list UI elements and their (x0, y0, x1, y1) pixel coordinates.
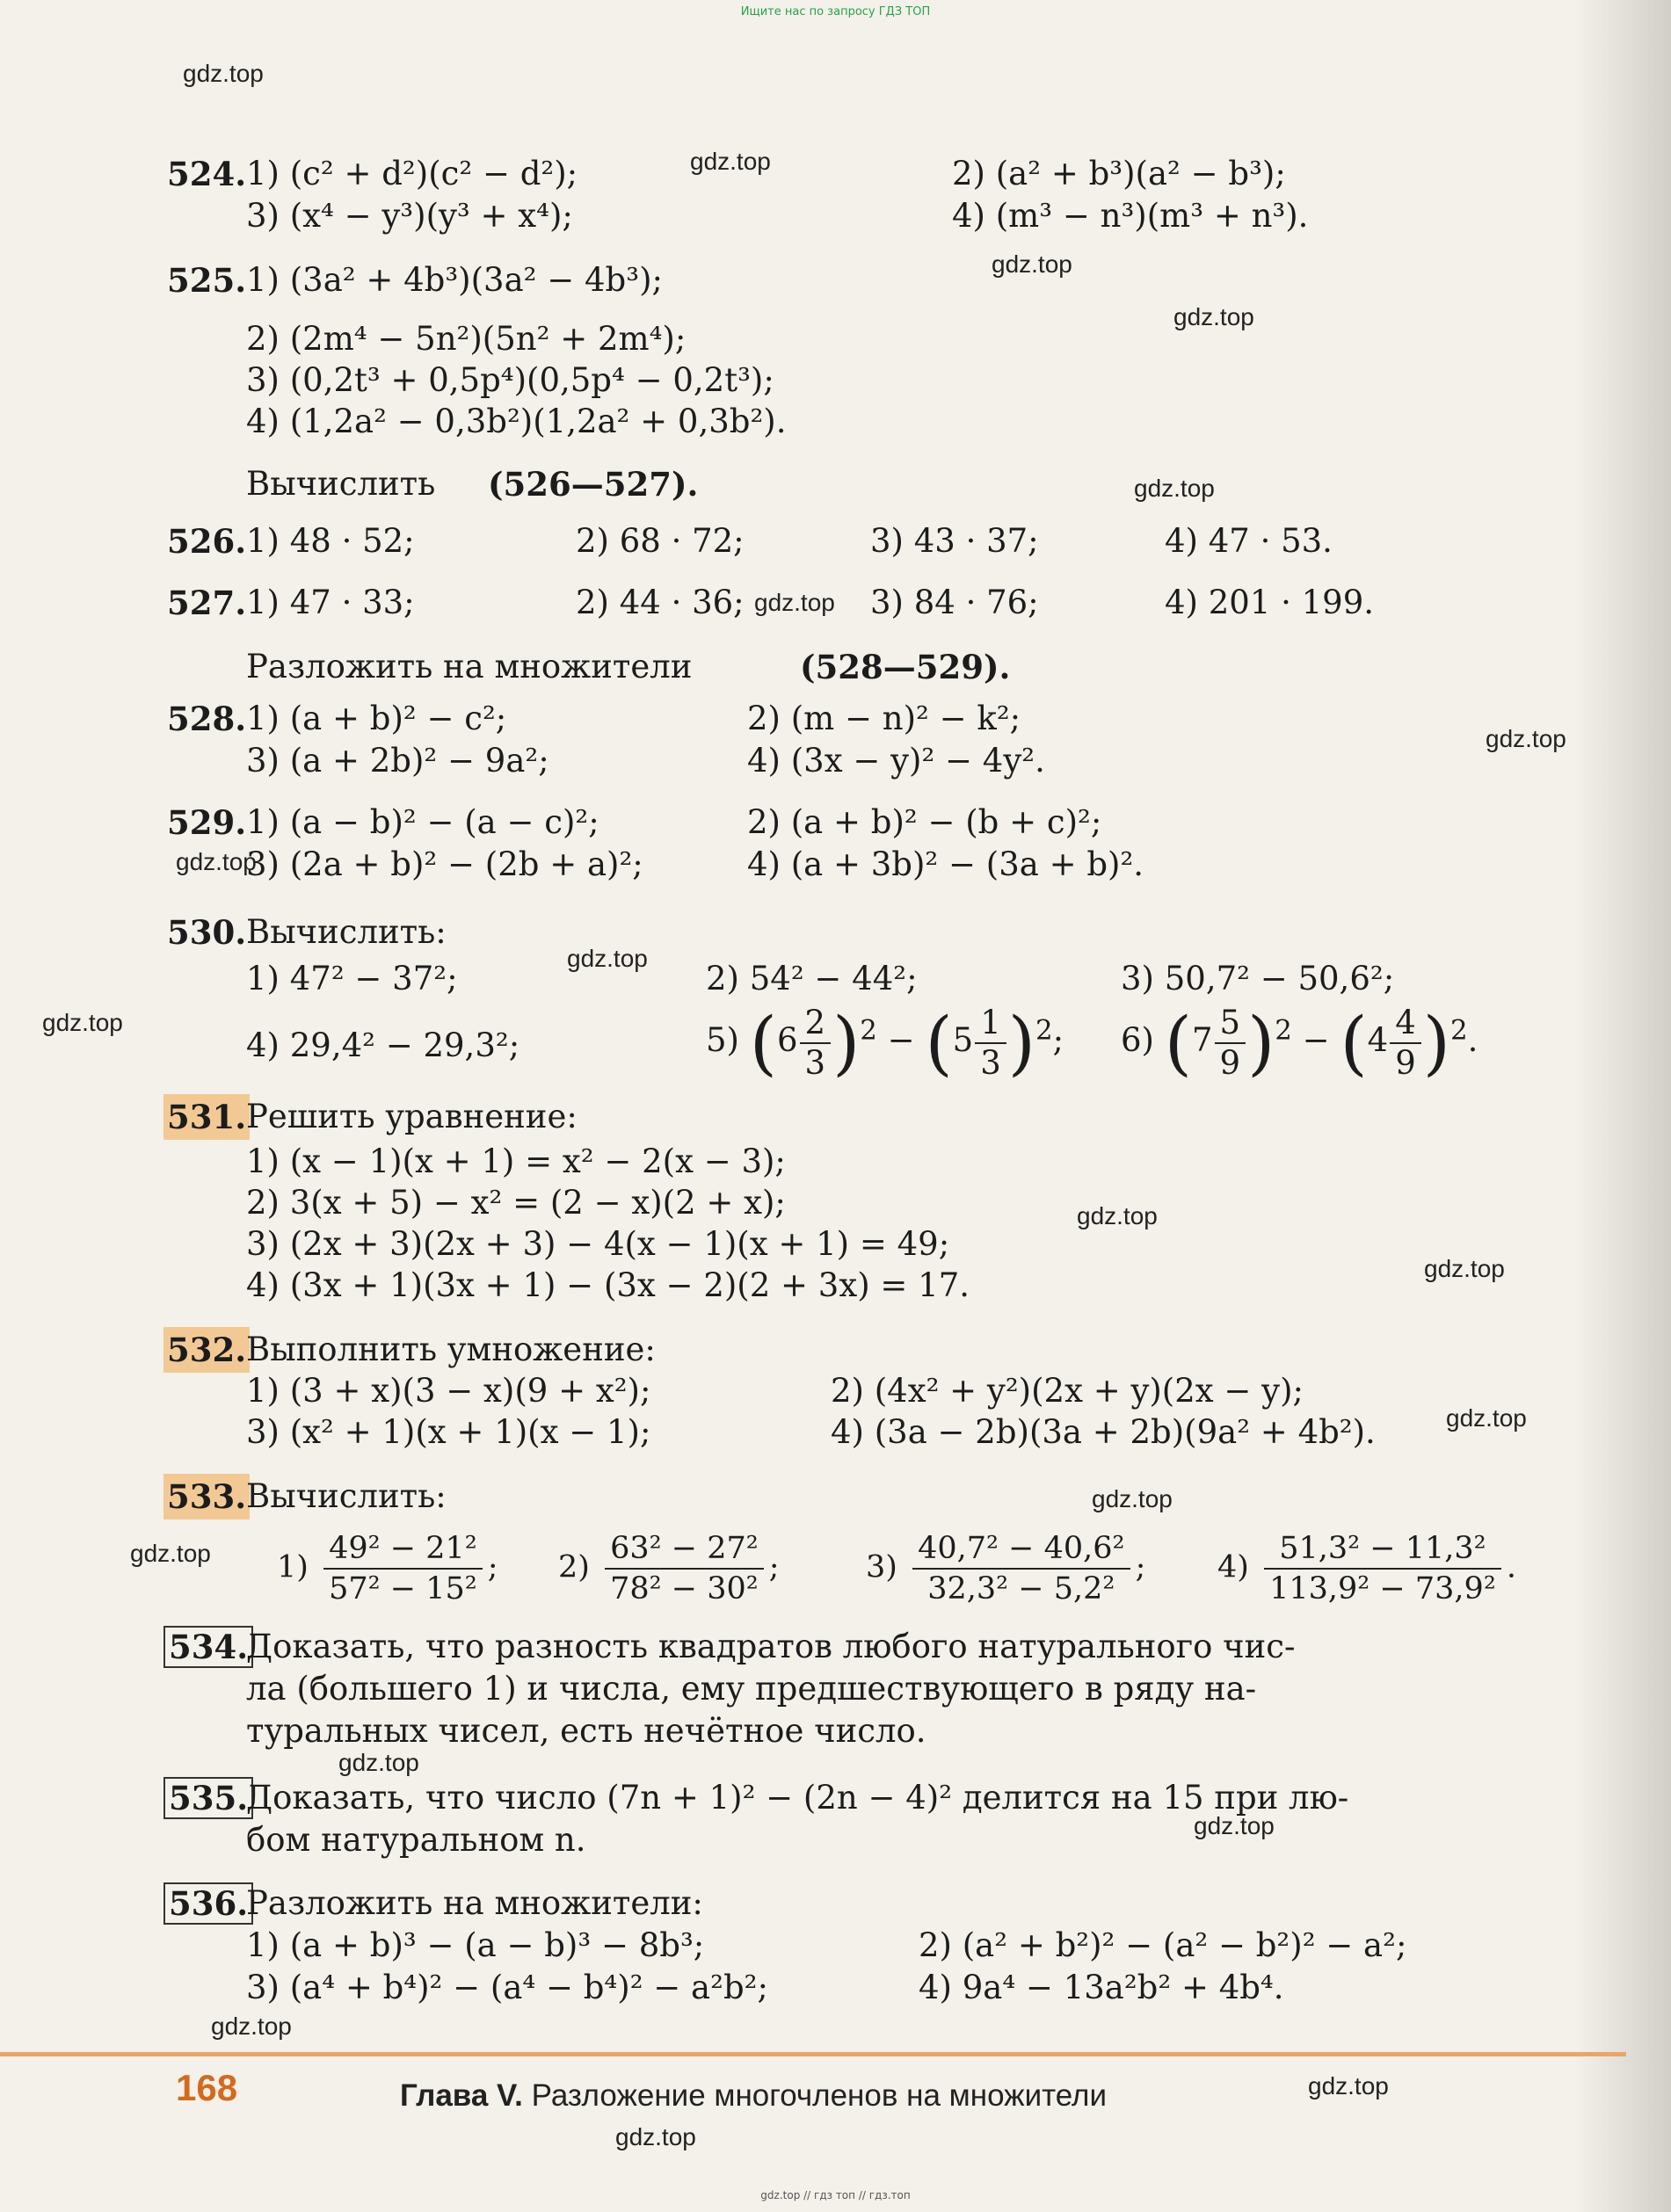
exercise-536-row (167, 1881, 1538, 1926)
exercise-number: 531. (163, 1094, 250, 1140)
exercise-531-row (167, 1094, 1538, 1140)
exercise-number: 535. (163, 1777, 253, 1819)
watermark: gdz.top (567, 945, 648, 972)
task-item: 2) 3(x + 5) − x² = (2 − x)(2 + x); (246, 1184, 786, 1222)
exercise-530-row (167, 910, 1538, 955)
chapter-title (400, 2078, 1107, 2114)
exercise-532-row (167, 1410, 1538, 1455)
paren: ( (925, 1002, 953, 1084)
task-instruction: Вычислить: (246, 1477, 447, 1515)
fraction-task (277, 1529, 498, 1608)
paren: ( (1340, 1002, 1368, 1084)
task-instruction: Вычислить: (246, 913, 447, 951)
exercise-number: 533. (163, 1474, 250, 1519)
whole: 5 (952, 1021, 974, 1059)
chapter-name: Разложение многочленов на множители (531, 2078, 1108, 2113)
header-note: Ищите нас по запросу ГДЗ ТОП (740, 5, 931, 18)
task-item: 1) (a + b)² − c²; (246, 700, 507, 737)
paren: ) (1007, 1002, 1035, 1084)
heading-range: (526—527). (488, 465, 699, 504)
watermark: gdz.top (183, 60, 264, 87)
task-item: 3) 43 · 37; (870, 522, 1039, 560)
watermark: gdz.top (1077, 1202, 1158, 1229)
exercise-number: 529. (167, 803, 247, 842)
exercise-number: 534. (163, 1626, 253, 1668)
task-item: 2) 68 · 72; (576, 522, 745, 560)
task-text: бом натуральном n. (246, 1821, 586, 1859)
task-item: 1) (a + b)³ − (a − b)³ − 8b³; (246, 1926, 705, 1964)
numerator: 63² − 27² (605, 1529, 764, 1570)
whole: 7 (1191, 1021, 1213, 1059)
punctuation: ; (1135, 1549, 1146, 1585)
denominator: 9 (1395, 1043, 1416, 1082)
mixed-fraction-task (706, 1002, 1064, 1084)
whole: 6 (776, 1021, 798, 1059)
watermark: gdz.top (176, 848, 257, 875)
numerator: 1 (975, 1004, 1006, 1044)
section-heading (167, 461, 1538, 507)
exercise-number: 528. (167, 700, 247, 738)
exercise-529-row (167, 800, 1538, 845)
exercise-525-row (167, 399, 1538, 445)
item-label: 6) (1121, 1021, 1154, 1059)
exercise-526-row (167, 519, 1538, 564)
watermark: gdz.top (1308, 2072, 1389, 2100)
task-item: 1) 47² − 37²; (246, 960, 458, 997)
exercise-527-row (167, 580, 1538, 626)
paren: ( (1164, 1002, 1192, 1084)
exponent: 2 (1449, 1014, 1468, 1047)
task-item: 2) (a² + b³)(a² − b³); (952, 155, 1286, 192)
watermark: gdz.top (992, 250, 1072, 278)
exercise-number: 530. (167, 913, 247, 952)
task-text: Доказать, что разность квадратов любого натурального чис- (246, 1628, 1296, 1665)
item-label: 5) (706, 1021, 739, 1059)
exercise-524-row (167, 151, 1538, 197)
denominator: 57² − 15² (329, 1571, 477, 1606)
numerator: 4 (1390, 1004, 1421, 1044)
task-item: 4) (m³ − n³)(m³ + n³). (952, 197, 1309, 235)
exercise-532-row (167, 1327, 1538, 1373)
section-heading (167, 644, 1538, 690)
task-item: 1) (x − 1)(x + 1) = x² − 2(x − 3); (246, 1142, 786, 1180)
paren: ) (1247, 1002, 1275, 1084)
denominator: 113,9² − 73,9² (1269, 1571, 1496, 1606)
denominator: 3 (804, 1043, 826, 1082)
watermark: gdz.top (1446, 1404, 1527, 1432)
task-item: 2) (a + b)² − (b + c)²; (747, 803, 1102, 841)
exercise-535-row (167, 1817, 1538, 1863)
task-item: 3) (0,2t³ + 0,5p⁴)(0,5p⁴ − 0,2t³); (246, 361, 774, 399)
task-item: 2) 54² − 44²; (706, 960, 918, 997)
exercise-number: 532. (163, 1327, 250, 1373)
exercise-534-row (167, 1708, 1538, 1754)
denominator: 3 (980, 1043, 1001, 1082)
task-instruction: Решить уравнение: (246, 1098, 578, 1135)
watermark: gdz.top (211, 2013, 292, 2040)
watermark: gdz.top (615, 2123, 696, 2150)
task-item: 1) (c² + d²)(c² − d²); (246, 155, 578, 192)
task-instruction: Разложить на множители: (246, 1884, 703, 1922)
numerator: 5 (1215, 1004, 1246, 1044)
task-text: ла (большего 1) и числа, ему предшествующего в ряду на- (246, 1670, 1257, 1708)
exercise-528-row (167, 696, 1538, 742)
paren: ) (1422, 1002, 1450, 1084)
exponent: 2 (1035, 1014, 1053, 1047)
watermark: gdz.top (1486, 725, 1566, 752)
task-item: 1) 48 · 52; (246, 522, 415, 560)
exercise-524-row (167, 193, 1538, 239)
exercise-533-row (167, 1510, 1538, 1606)
footer-rule (0, 2052, 1626, 2056)
whole: 4 (1367, 1021, 1389, 1059)
exercise-529-row (167, 842, 1538, 888)
task-item: 1) (3 + x)(3 − x)(9 + x²); (246, 1372, 651, 1410)
exercise-530-row (167, 956, 1538, 1002)
exercise-534-row (167, 1666, 1538, 1712)
numerator: 51,3² − 11,3² (1264, 1529, 1501, 1570)
page-number: 168 (176, 2067, 238, 2108)
exercise-525-row (167, 316, 1538, 362)
heading-text: Вычислить (246, 465, 436, 503)
punctuation: ; (487, 1549, 498, 1585)
watermark: gdz.top (1092, 1485, 1173, 1512)
minus-sign: − (1302, 1021, 1330, 1059)
exercise-525-row (167, 257, 1538, 303)
heading-text: Разложить на множители (246, 648, 693, 685)
task-item: 1) 47 · 33; (246, 584, 415, 621)
punctuation: . (1467, 1021, 1478, 1059)
fraction-task (1217, 1529, 1516, 1608)
task-item: 3) (x² + 1)(x + 1)(x − 1); (246, 1413, 651, 1451)
exercise-534-row (167, 1624, 1538, 1670)
watermark: gdz.top (130, 1540, 211, 1567)
exponent: 2 (860, 1014, 877, 1047)
task-item: 3) 84 · 76; (870, 584, 1039, 621)
watermark: gdz.top (42, 1009, 123, 1036)
watermark: gdz.top (690, 148, 771, 175)
fraction-task (558, 1529, 780, 1608)
exercise-530-row (167, 1002, 1538, 1099)
numerator: 2 (800, 1004, 832, 1044)
exercise-number: 536. (163, 1882, 253, 1925)
task-item: 1) (3a² + 4b³)(3a² − 4b³); (246, 261, 663, 299)
exercise-531-row (167, 1180, 1538, 1226)
punctuation: . (1506, 1549, 1516, 1585)
task-item: 2) (2m⁴ − 5n²)(5n² + 2m⁴); (246, 320, 687, 358)
task-item: 3) (a⁴ + b⁴)² − (a⁴ − b⁴)² − a²b²; (246, 1969, 768, 2006)
exercise-525-row (167, 358, 1538, 403)
task-item: 3) (2x + 3)(2x + 3) − 4(x − 1)(x + 1) = 49; (246, 1225, 950, 1263)
exercise-536-row (167, 1923, 1538, 1969)
punctuation: ; (1052, 1021, 1064, 1059)
watermark: gdz.top (1194, 1812, 1275, 1839)
denominator: 78² − 30² (610, 1571, 759, 1606)
task-item: 4) (3x − y)² − 4y². (747, 742, 1045, 780)
task-item: 4) (1,2a² − 0,3b²)(1,2a² + 0,3b²). (246, 403, 787, 440)
watermark: gdz.top (1424, 1255, 1505, 1282)
task-item: 2) 44 · 36; (576, 584, 745, 621)
task-item: 1) (a − b)² − (a − c)²; (246, 803, 599, 841)
exercise-number: 527. (167, 584, 247, 622)
task-item: 4) 47 · 53. (1165, 522, 1333, 560)
mixed-fraction-task (1121, 1002, 1478, 1084)
exponent: 2 (1275, 1014, 1292, 1047)
task-item: 4) 201 · 199. (1165, 584, 1375, 621)
task-instruction: Выполнить умножение: (246, 1331, 656, 1368)
paren: ( (749, 1002, 777, 1084)
exercise-528-row (167, 738, 1538, 784)
denominator: 9 (1219, 1043, 1241, 1082)
punctuation: ; (768, 1549, 780, 1585)
exercise-531-row (167, 1139, 1538, 1185)
task-item: 4) 29,4² − 29,3²; (246, 1026, 520, 1064)
denominator: 32,3² − 5,2² (927, 1571, 1115, 1606)
exercise-535-row (167, 1775, 1538, 1821)
item-label: 3) (866, 1549, 897, 1585)
chapter-label: Глава V. (400, 2078, 523, 2113)
watermark: gdz.top (1134, 475, 1215, 502)
fraction-task (866, 1529, 1145, 1608)
task-item: 2) (4x² + y²)(2x + y)(2x − y); (831, 1372, 1304, 1410)
footer-note: gdz.top // гдз топ // гдз.топ (760, 2189, 911, 2201)
exercise-number: 526. (167, 522, 247, 561)
item-label: 2) (558, 1549, 590, 1585)
exercise-number: 525. (167, 261, 247, 300)
task-item: 4) 9a⁴ − 13a²b² + 4b⁴. (919, 1969, 1284, 2006)
task-item: 3) 50,7² − 50,6²; (1121, 960, 1395, 997)
task-text: Доказать, что число (7n + 1)² − (2n − 4)² делится на 15 при лю- (246, 1779, 1349, 1817)
item-label: 4) (1217, 1549, 1249, 1585)
page-edge-shadow (1574, 0, 1671, 2212)
exercise-531-row (167, 1263, 1538, 1309)
task-item: 4) (a + 3b)² − (3a + b)². (747, 845, 1144, 883)
task-item: 2) (a² + b²)² − (a² − b²)² − a²; (919, 1926, 1407, 1964)
item-label: 1) (277, 1549, 309, 1585)
minus-sign: − (887, 1021, 915, 1059)
exercise-536-row (167, 1965, 1538, 2011)
task-item: 4) (3x + 1)(3x + 1) − (3x − 2)(2 + 3x) = 17. (246, 1266, 970, 1304)
task-text: туральных чисел, есть нечётное число. (246, 1712, 926, 1750)
heading-range: (528—529). (800, 648, 1011, 686)
task-item: 2) (m − n)² − k²; (747, 700, 1021, 737)
watermark: gdz.top (1173, 303, 1254, 330)
numerator: 40,7² − 40,6² (912, 1529, 1130, 1570)
exercise-531-row (167, 1222, 1538, 1267)
task-item: 4) (3a − 2b)(3a + 2b)(9a² + 4b²). (831, 1413, 1376, 1451)
paren: ) (832, 1002, 861, 1084)
exercise-number: 524. (167, 155, 247, 193)
exercise-532-row (167, 1368, 1538, 1414)
watermark: gdz.top (338, 1749, 419, 1776)
numerator: 49² − 21² (323, 1529, 483, 1570)
task-item: 3) (a + 2b)² − 9a²; (246, 742, 549, 780)
task-item: 3) (x⁴ − y³)(y³ + x⁴); (246, 197, 573, 235)
task-item: 3) (2a + b)² − (2b + a)²; (246, 845, 643, 883)
watermark: gdz.top (754, 589, 835, 616)
